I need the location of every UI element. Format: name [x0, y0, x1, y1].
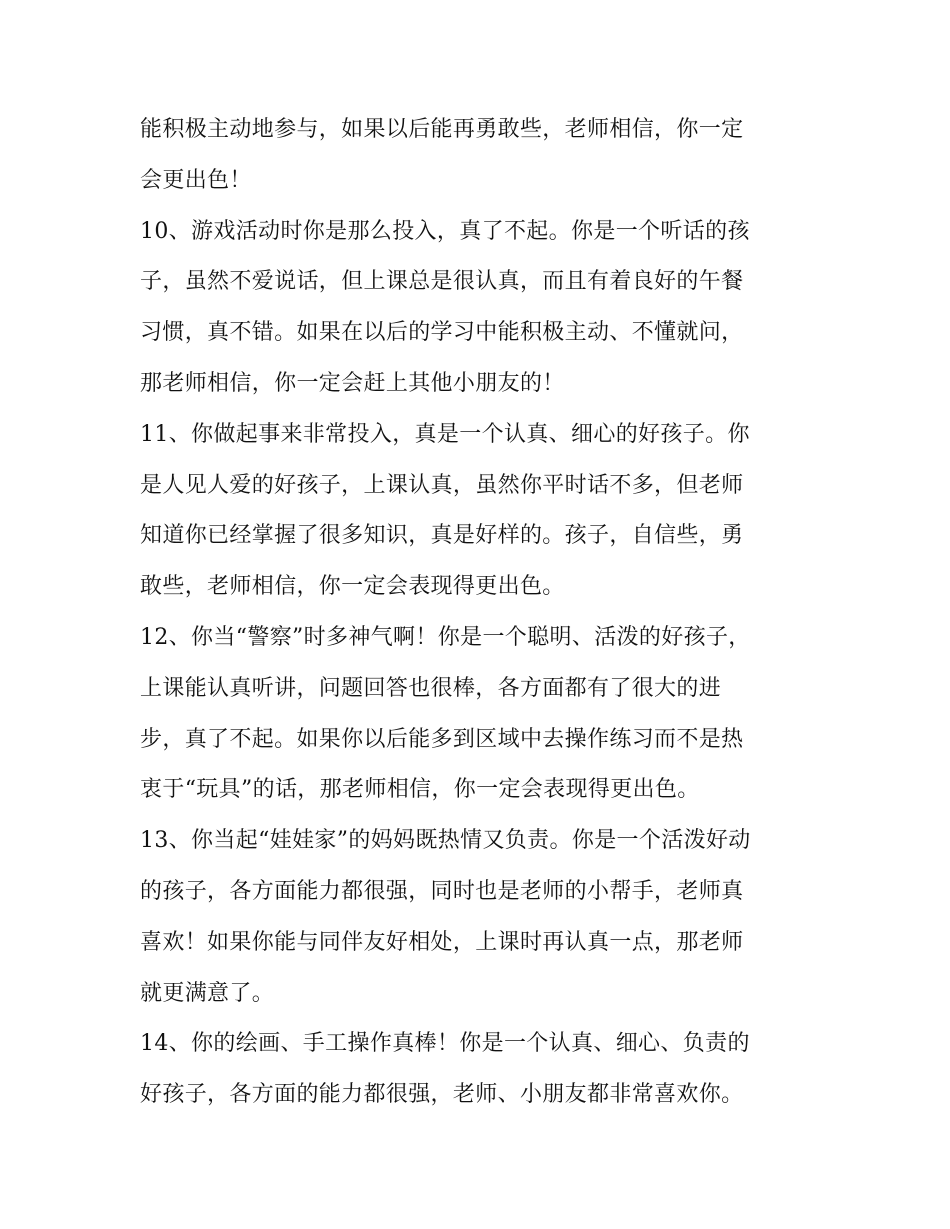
paragraph-comment-13 [140, 816, 812, 1019]
text-line: 能积极主动地参与，如果以后能再勇敢些，老师相信，你一定 [140, 117, 744, 142]
text-line: 的孩子，各方面能力都很强，同时也是老师的小帮手，老师真 [140, 878, 744, 904]
text-line: 衷于“玩具”的话，那老师相信，你一定会表现得更出色。 [140, 777, 700, 803]
text-line: 子，虽然不爱说话，但上课总是很认真，而且有着良好的午餐 [140, 269, 744, 295]
paragraph-continuation [140, 105, 812, 207]
text-line: 习惯，真不错。如果在以后的学习中能积极主动、不懂就问， [140, 320, 744, 346]
text-line: 喜欢！如果你能与同伴友好相处，上课时再认真一点，那老师 [140, 929, 744, 955]
document-body [140, 105, 812, 1121]
text-line: 那老师相信，你一定会赶上其他小朋友的！ [140, 370, 565, 396]
text-line: 就更满意了。 [140, 980, 275, 1006]
text-line: 13、你当起“娃娃家”的妈妈既热情又负责。你是一个活泼好动 [140, 828, 751, 854]
text-line: 14、你的绘画、手工操作真棒！你是一个认真、细心、负责的 [140, 1031, 750, 1057]
text-line: 10、游戏活动时你是那么投入，真了不起。你是一个听话的孩 [140, 218, 750, 244]
paragraph-comment-14 [140, 1019, 812, 1121]
text-line: 11、你做起事来非常投入，真是一个认真、细心的好孩子。你 [140, 421, 750, 447]
text-line: 是人见人爱的好孩子，上课认真，虽然你平时话不多，但老师 [140, 472, 744, 498]
text-line: 敢些，老师相信，你一定会表现得更出色。 [140, 574, 565, 600]
text-line: 会更出色！ [140, 167, 252, 193]
text-line: 知道你已经掌握了很多知识，真是好样的。孩子，自信些，勇 [140, 523, 744, 549]
paragraph-comment-10 [140, 207, 812, 410]
text-line: 上课能认真听讲，问题回答也很棒，各方面都有了很大的进 [140, 675, 722, 701]
paragraph-comment-12 [140, 613, 812, 816]
text-line: 步，真了不起。如果你以后能多到区域中去操作练习而不是热 [140, 726, 744, 752]
paragraph-comment-11 [140, 410, 812, 613]
text-line: 好孩子，各方面的能力都很强，老师、小朋友都非常喜欢你。 [140, 1082, 744, 1108]
text-line: 12、你当“警察”时多神气啊！你是一个聪明、活泼的好孩子， [140, 624, 751, 650]
